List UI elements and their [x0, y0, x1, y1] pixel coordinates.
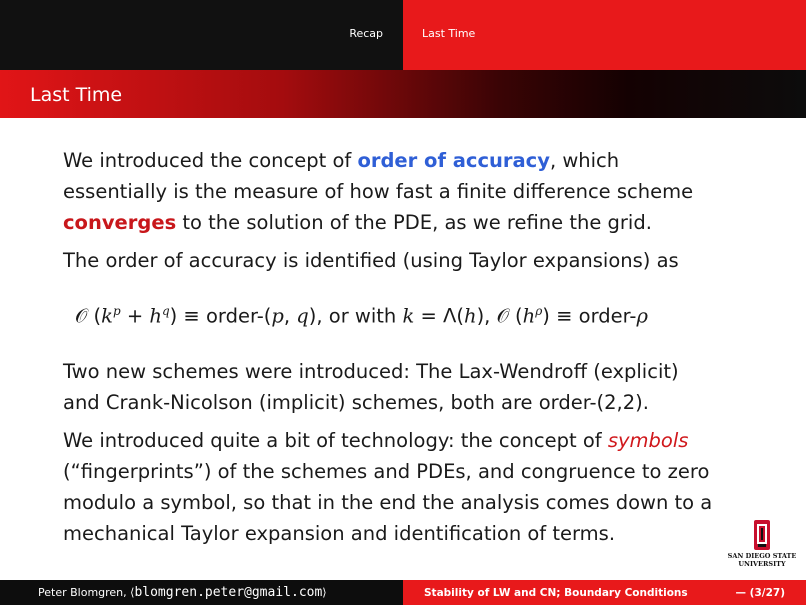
math-var: p: [112, 304, 121, 318]
term-order-of-accuracy: order of accuracy: [357, 149, 550, 172]
angle-close: ⟩: [322, 586, 327, 599]
math-var: p: [271, 304, 284, 328]
math-symbol: ,: [283, 304, 297, 328]
footer: [0, 580, 806, 605]
frame-title: Last Time: [30, 84, 123, 106]
author-name: Peter Blomgren,: [38, 586, 131, 599]
text-line: [63, 207, 753, 238]
paragraph-order-of-accuracy: [63, 145, 753, 238]
order-equation: [75, 304, 648, 328]
paragraph-technology: [63, 425, 753, 549]
text-line: (“fingerprints”) of the schemes and PDEs, and congruence to zero: [63, 460, 710, 483]
nav-section-recap[interactable]: Recap: [349, 27, 383, 40]
math-symbol: ): [542, 304, 550, 328]
math-symbol: (: [87, 304, 102, 328]
math-symbol: 𝒪: [490, 304, 509, 328]
math-symbol: 𝒪: [75, 304, 88, 328]
text: to the solution of the PDE, as we refine the grid.: [176, 211, 652, 234]
math-var: k: [101, 304, 113, 328]
math-symbol: (: [508, 304, 523, 328]
math-var: h: [464, 304, 477, 328]
text-line: essentially is the measure of how fast a finite difference scheme: [63, 180, 694, 203]
angle-open: ⟨: [130, 586, 135, 599]
university-logo: [722, 520, 802, 568]
math-var: h: [522, 304, 536, 328]
nav-section-last-time[interactable]: Last Time: [422, 27, 476, 40]
text: , which: [549, 149, 620, 172]
text: We introduced the concept of: [63, 149, 358, 172]
paragraph-new-schemes: [63, 356, 753, 418]
footer-talk-title: Stability of LW and CN; Boundary Conditions: [424, 587, 688, 599]
math-symbol: ≡ order-(: [177, 304, 272, 328]
author-email: blomgren.peter@gmail.com: [134, 585, 323, 600]
nav-right-panel: [403, 0, 806, 70]
paragraph-identification: [63, 245, 753, 276]
text-line: and Crank-Nicolson (implicit) schemes, both are order-(2,2).: [63, 391, 649, 414]
math-var: h: [149, 304, 162, 328]
math-var: q: [161, 304, 170, 318]
math-var: ρ: [535, 304, 543, 318]
text: We introduced quite a bit of technology: the concept of: [63, 429, 608, 452]
logo-text-line2: UNIVERSITY: [738, 560, 786, 568]
math-var: ρ: [636, 304, 648, 328]
sdsu-shield-icon: [753, 520, 771, 550]
footer-page-number: — (3/27): [735, 587, 785, 599]
slide-body-lower: [63, 356, 753, 549]
footer-left: [0, 580, 403, 605]
footer-author: [38, 585, 327, 600]
slide-body: [63, 145, 753, 276]
section-navigation: [0, 0, 806, 70]
term-symbols: symbols: [607, 429, 689, 452]
nav-left-panel: [0, 0, 403, 70]
math-symbol: ),: [308, 304, 323, 328]
math-symbol: = Λ(: [414, 304, 464, 328]
math-var: k: [402, 304, 415, 328]
text-line: mechanical Taylor expansion and identification of terms.: [63, 522, 616, 545]
footer-right: [403, 580, 806, 605]
text-line: The order of accuracy is identified (using Taylor expansions) as: [63, 249, 679, 272]
math-var: q: [296, 304, 309, 328]
text-line: Two new schemes were introduced: The Lax-Wendroff (explicit): [63, 360, 679, 383]
text-line: [63, 145, 753, 176]
math-symbol: +: [120, 304, 150, 328]
logo-text-line1: SAN DIEGO STATE: [727, 552, 797, 560]
math-symbol: ): [169, 304, 178, 328]
frame-title-bar: [0, 70, 806, 118]
math-symbol: ≡ order-: [549, 304, 637, 328]
math-symbol: ),: [476, 304, 491, 328]
text-line: modulo a symbol, so that in the end the analysis comes down to a: [63, 491, 713, 514]
term-converges: converges: [63, 211, 177, 234]
text-line: [63, 425, 753, 456]
math-text: or with: [322, 304, 403, 328]
